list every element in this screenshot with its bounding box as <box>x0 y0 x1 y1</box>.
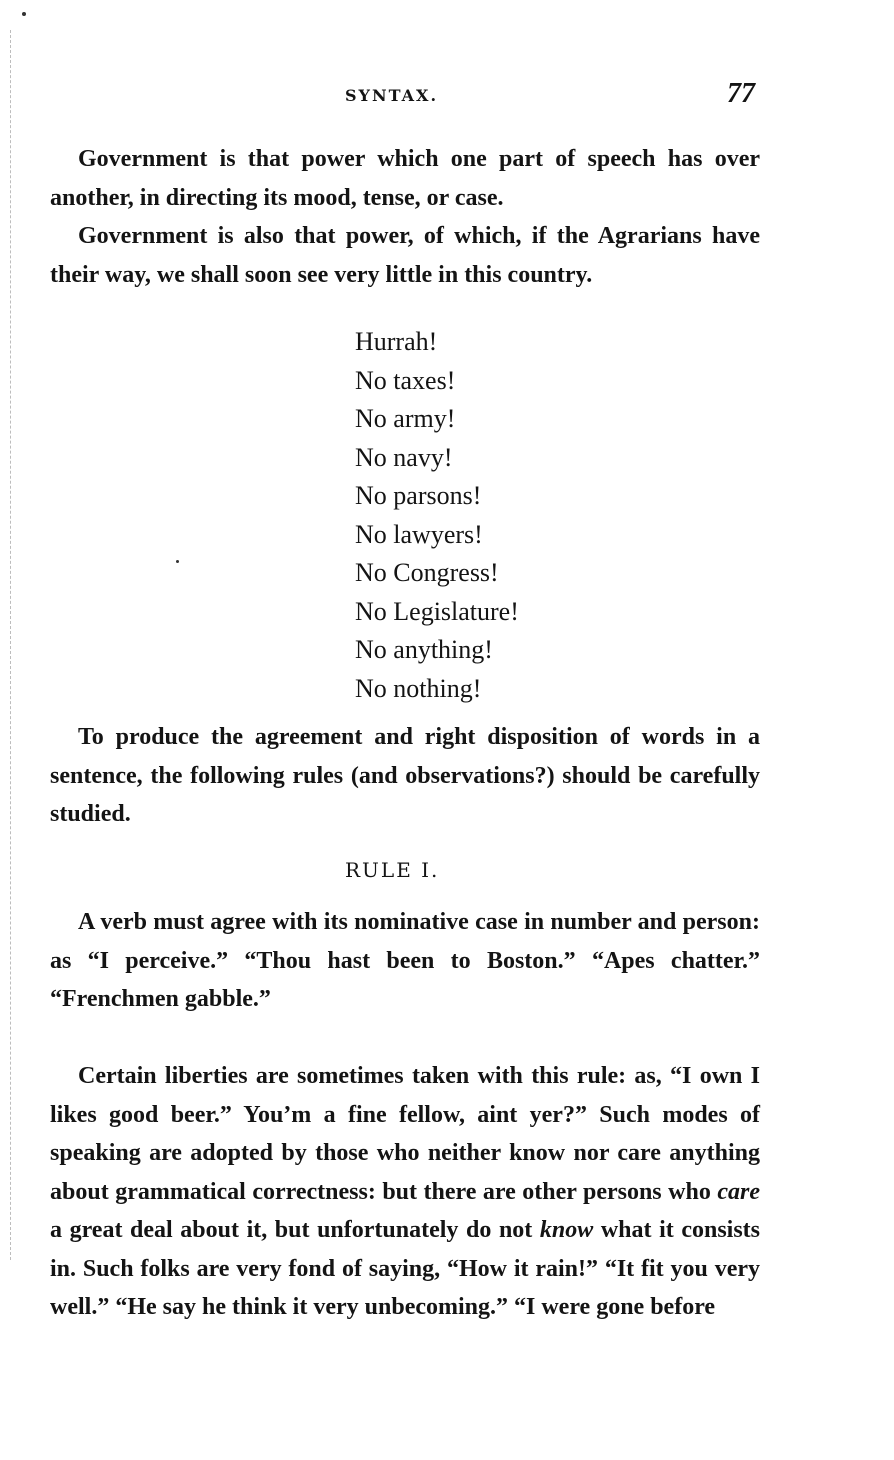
scan-margin-line <box>10 30 11 1260</box>
liberties-text-3: what it consists in. Such folks are very fond of saying, “How it rain!” “It fit you very well.” “He say he think it very unbecoming.” “I were gone before <box>50 1217 761 1320</box>
verse-line: No nothing! <box>355 673 482 703</box>
liberties-text-2: a great deal about it, but unfortunately do not <box>50 1217 540 1243</box>
verse-line: No anything! <box>355 635 493 664</box>
verse-line: No navy! <box>355 442 453 472</box>
page-number: 77 <box>727 78 755 109</box>
scan-speck <box>22 12 26 16</box>
verse-line: No lawyers! <box>355 519 483 549</box>
verse-line: No Legislature! <box>355 596 519 626</box>
verse-line: No parsons! <box>355 481 482 510</box>
emphasis-know: know <box>539 1217 594 1243</box>
paragraph-government-definition: Government is that power which one part of speech has over another, in directing its mood, tense, or case. <box>50 146 760 211</box>
scan-speck <box>176 560 179 563</box>
paragraph-liberties <box>50 1057 760 1327</box>
verse-line: No taxes! <box>355 365 456 395</box>
emphasis-care: care <box>717 1178 760 1205</box>
running-head: SYNTAX. <box>345 86 439 105</box>
verse-line: No army! <box>355 404 456 433</box>
paragraph-government-agrarians: Government is also that power, of which, if the Agrarians have their way, we shall soon see very little in this country. <box>50 223 760 288</box>
verse-line: Hurrah! <box>355 327 438 356</box>
paragraph-rules-intro: To produce the agreement and right disposition of words in a sentence, the following rules (and observations?) should be carefully studied. <box>50 724 760 827</box>
liberties-text-1: Certain liberties are sometimes taken with this rule: as, “I own I likes good beer.” You’m a fine fellow, aint yer?” Such modes of speaking are adopted by those who neither know nor care anything about grammatical correctness: but there are other persons who <box>50 1063 760 1205</box>
paragraph-rule-one: A verb must agree with its nominative case in number and person: as “I perceive.” “Thou hast been to Boston.” “Apes chatter.” “Frenchmen gabble.” <box>50 909 760 1012</box>
rule-heading: RULE I. <box>345 858 440 882</box>
verse-line: No Congress! <box>355 558 499 587</box>
verse-block <box>355 323 519 708</box>
